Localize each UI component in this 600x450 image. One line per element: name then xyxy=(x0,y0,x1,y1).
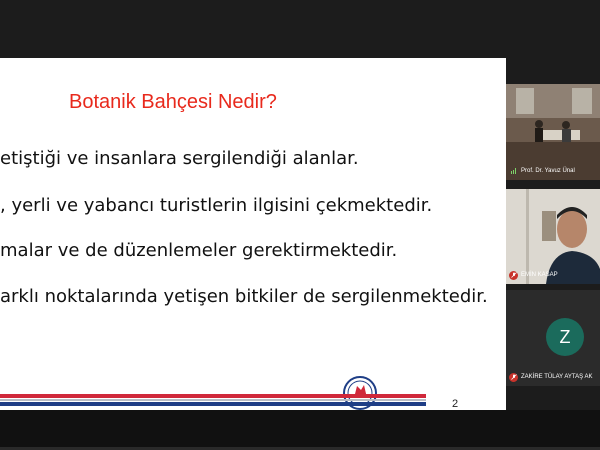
slide-bullet-2: , yerli ve yabancı turistlerin ilgisini çekmektedir. xyxy=(0,195,433,216)
slide-page-number: 2 xyxy=(452,398,459,410)
meeting-toolbar xyxy=(0,410,600,450)
slide-title: Botanik Bahçesi Nedir? xyxy=(69,91,277,113)
participant-tile-1[interactable] xyxy=(506,84,600,180)
participant-tile-3[interactable] xyxy=(506,290,600,386)
slide-stripe-blue xyxy=(0,402,426,406)
participant-gallery xyxy=(506,58,600,410)
shared-slide xyxy=(0,58,506,410)
participant-name-tag xyxy=(509,165,575,177)
participant-name: ZAKİRE TÜLAY AYTAŞ AK xyxy=(521,374,593,380)
mic-muted-icon xyxy=(509,373,518,382)
slide-bullet-4: arklı noktalarında yetişen bitkiler de sergilenmektedir. xyxy=(0,286,488,307)
slide-bullet-3: malar ve de düzenlemeler gerektirmektedir. xyxy=(0,240,398,261)
participant-name-tag xyxy=(509,269,558,281)
slide-stripe-gray xyxy=(0,399,426,401)
participant-name: Prof. Dr. Yavuz Ünal xyxy=(521,168,575,174)
participant-tile-2[interactable] xyxy=(506,189,600,284)
signal-icon xyxy=(509,167,518,176)
mic-muted-icon xyxy=(509,271,518,280)
slide-bullet-1: etiştiği ve insanlara sergilendiği alanlar. xyxy=(0,148,359,169)
participant-name: EMİN KASAP xyxy=(521,272,558,278)
participant-name-tag xyxy=(509,371,592,383)
participant-avatar: Z xyxy=(546,318,584,356)
slide-stripe-red xyxy=(0,394,426,398)
